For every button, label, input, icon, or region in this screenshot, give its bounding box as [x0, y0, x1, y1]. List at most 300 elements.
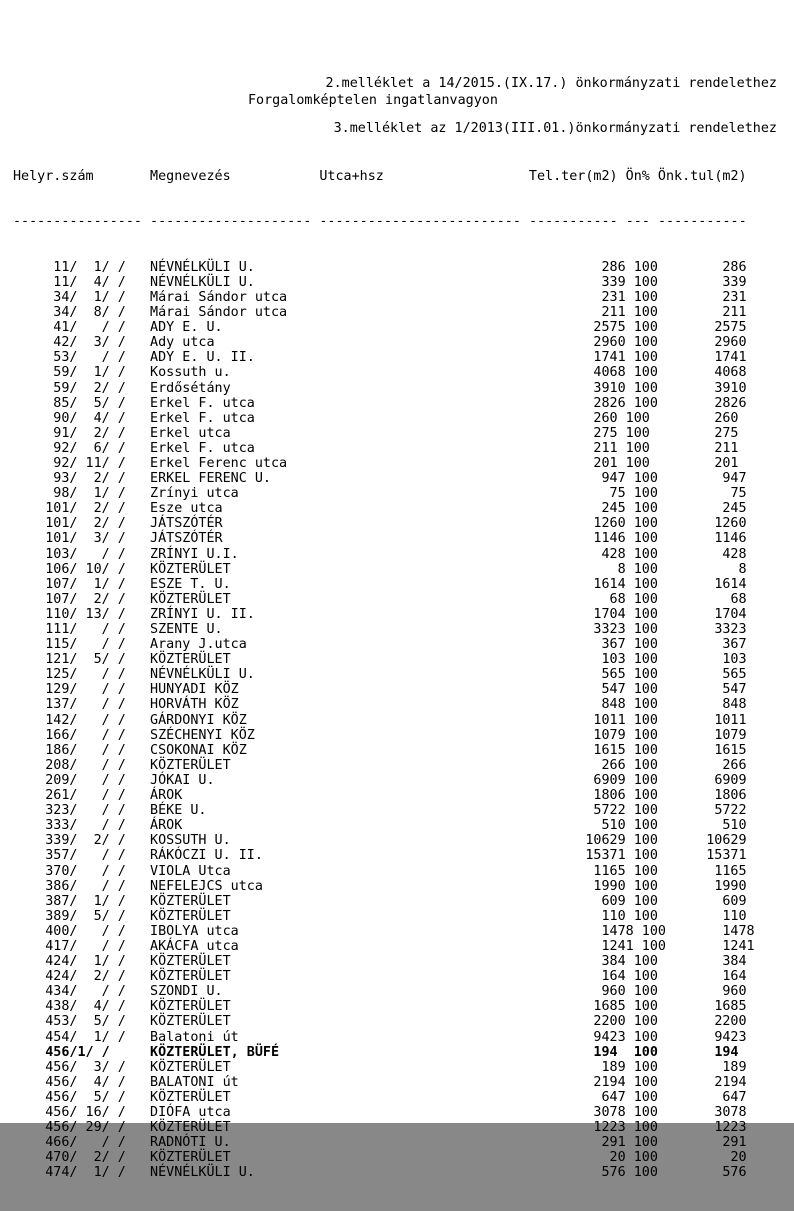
cell-on-percent: 100: [633, 1029, 658, 1045]
cell-tel-ter: 947: [601, 471, 626, 487]
cell-on-percent: 100: [633, 1044, 658, 1060]
cell-on-percent: 100: [641, 938, 666, 954]
cell-onk-tul: 231: [722, 289, 747, 305]
cell-helyr-szam: 456/1/ /: [13, 1044, 110, 1060]
cell-helyr-szam: 107/ 2/ /: [13, 591, 126, 607]
cell-tel-ter: 201: [593, 455, 618, 471]
cell-helyr-szam: 115/ / /: [13, 637, 126, 653]
cell-tel-ter: 1741: [593, 350, 626, 366]
cell-tel-ter: 245: [601, 501, 626, 517]
cell-on-percent: 100: [625, 410, 650, 426]
table-row: [13, 547, 747, 562]
table-row: [13, 275, 747, 290]
cell-onk-tul: 6909: [714, 772, 747, 788]
cell-helyr-szam: 166/ / /: [13, 727, 126, 743]
cell-megnevezes: KÖZTERÜLET: [150, 1014, 231, 1030]
cell-helyr-szam: 106/ 10/ /: [13, 561, 126, 577]
table-row: [13, 713, 747, 728]
cell-tel-ter: 291: [601, 1135, 626, 1151]
cell-megnevezes: JÁTSZÓTÉR: [150, 516, 223, 532]
table-row: [13, 365, 747, 380]
cell-megnevezes: KÖZTERÜLET: [150, 652, 231, 668]
cell-megnevezes: IBOLYA utca: [150, 923, 239, 939]
table-row: [13, 531, 747, 546]
cell-tel-ter: 3078: [593, 1105, 626, 1120]
cell-onk-tul: 211: [722, 305, 747, 321]
cell-megnevezes: SZONDI U.: [150, 984, 223, 1000]
cell-helyr-szam: 11/ 4/ /: [13, 274, 126, 290]
cell-onk-tul: 68: [730, 591, 747, 607]
cell-helyr-szam: 101/ 2/ /: [13, 516, 126, 532]
cell-on-percent: 100: [633, 1014, 658, 1030]
cell-helyr-szam: 386/ / /: [13, 878, 126, 894]
cell-tel-ter: 211: [593, 440, 618, 456]
cell-onk-tul: 1685: [714, 999, 747, 1015]
cell-on-percent: 100: [633, 1165, 658, 1181]
cell-tel-ter: 1685: [593, 999, 626, 1015]
cell-onk-tul: 4068: [714, 365, 747, 381]
cell-megnevezes: ERKEL FERENC U.: [150, 471, 271, 487]
cell-helyr-szam: 453/ 5/ /: [13, 1014, 126, 1030]
cell-helyr-szam: 456/ 29/ /: [13, 1120, 126, 1136]
cell-tel-ter: 1165: [593, 863, 626, 879]
annex-reference-line-1: 2.melléklet a 14/2015.(IX.17.) önkormányzati rendelethez: [325, 76, 777, 92]
cell-onk-tul: 1615: [714, 742, 747, 758]
cell-megnevezes: Márai Sándor utca: [150, 305, 288, 321]
table-row: [13, 637, 747, 652]
cell-megnevezes: KÖZTERÜLET: [150, 954, 231, 970]
cell-on-percent: 100: [633, 606, 658, 622]
cell-onk-tul: 275: [714, 425, 739, 441]
cell-megnevezes: NÉVNÉLKÜLI U.: [150, 667, 255, 683]
cell-megnevezes: AKÁCFA utca: [150, 938, 239, 954]
cell-onk-tul: 1165: [714, 863, 747, 879]
cell-megnevezes: KÖZTERÜLET: [150, 969, 231, 985]
cell-tel-ter: 260: [593, 410, 618, 426]
cell-megnevezes: BALATONI út: [150, 1074, 239, 1090]
cell-on-percent: 100: [633, 305, 658, 321]
cell-tel-ter: 339: [601, 274, 626, 290]
table-row: [13, 305, 747, 320]
cell-onk-tul: 8: [738, 561, 747, 577]
cell-tel-ter: 609: [601, 893, 626, 909]
cell-megnevezes: KÖZTERÜLET: [150, 893, 231, 909]
table-row: [13, 1090, 747, 1105]
cell-megnevezes: Esze utca: [150, 501, 223, 517]
cell-tel-ter: 103: [601, 652, 626, 668]
cell-onk-tul: 565: [722, 667, 747, 683]
cell-helyr-szam: 137/ / /: [13, 697, 126, 713]
cell-onk-tul: 103: [722, 652, 747, 668]
cell-onk-tul: 367: [722, 637, 747, 653]
cell-tel-ter: 848: [601, 697, 626, 713]
cell-onk-tul: 3323: [714, 622, 747, 637]
table-row: [13, 577, 747, 592]
cell-helyr-szam: 59/ 1/ /: [13, 365, 126, 381]
cell-helyr-szam: 101/ 2/ /: [13, 501, 126, 517]
table-row: [13, 622, 747, 637]
cell-onk-tul: 1741: [714, 350, 747, 366]
cell-on-percent: 100: [633, 893, 658, 909]
cell-tel-ter: 3910: [593, 380, 626, 396]
cell-onk-tul: 2826: [714, 395, 747, 411]
cell-tel-ter: 10629: [585, 833, 626, 849]
cell-helyr-szam: 424/ 2/ /: [13, 969, 126, 985]
cell-on-percent: 100: [633, 259, 658, 275]
cell-tel-ter: 2194: [593, 1074, 626, 1090]
cell-tel-ter: 275: [593, 425, 618, 441]
cell-megnevezes: KÖZTERÜLET: [150, 757, 231, 773]
table-row: [13, 260, 747, 275]
cell-tel-ter: 15371: [585, 848, 626, 864]
cell-tel-ter: 647: [601, 1089, 626, 1105]
cell-tel-ter: 1615: [593, 742, 626, 758]
cell-megnevezes: KÖZTERÜLET: [150, 561, 231, 577]
cell-on-percent: 100: [633, 652, 658, 668]
cell-tel-ter: 1241: [601, 938, 634, 954]
cell-tel-ter: 231: [601, 289, 626, 305]
table-row: [13, 562, 747, 577]
cell-megnevezes: SZÉCHENYI KÖZ: [150, 727, 255, 743]
cell-onk-tul: 609: [722, 893, 747, 909]
table-row: [13, 516, 747, 531]
cell-megnevezes: Erkel F. utca: [150, 440, 255, 456]
cell-megnevezes: ZRÍNYI U. II.: [150, 606, 255, 622]
cell-on-percent: 100: [633, 561, 658, 577]
cell-megnevezes: KÖZTERÜLET: [150, 908, 231, 924]
cell-on-percent: 100: [633, 712, 658, 728]
cell-onk-tul: 286: [722, 259, 747, 275]
cell-on-percent: 100: [633, 1135, 658, 1151]
cell-tel-ter: 68: [609, 591, 626, 607]
table-row: [13, 501, 747, 516]
cell-megnevezes: ADY E. U. II.: [150, 350, 255, 366]
cell-megnevezes: Márai Sándor utca: [150, 289, 288, 305]
cell-tel-ter: 286: [601, 259, 626, 275]
cell-helyr-szam: 456/ 5/ /: [13, 1089, 126, 1105]
cell-onk-tul: 3078: [714, 1105, 747, 1120]
table-row: [13, 864, 747, 879]
cell-tel-ter: 6909: [593, 772, 626, 788]
table-row: [13, 954, 747, 969]
column-header-megnevezes: Megnevezés: [150, 169, 231, 185]
cell-helyr-szam: 186/ / /: [13, 742, 126, 758]
cell-megnevezes: DIÓFA utca: [150, 1105, 231, 1120]
cell-megnevezes: HORVÁTH KÖZ: [150, 697, 239, 713]
cell-onk-tul: 947: [722, 471, 747, 487]
cell-tel-ter: 367: [601, 637, 626, 653]
cell-helyr-szam: 107/ 1/ /: [13, 576, 126, 592]
cell-onk-tul: 1241: [722, 938, 755, 954]
cell-onk-tul: 15371: [706, 848, 747, 864]
cell-on-percent: 100: [633, 818, 658, 834]
cell-megnevezes: RADNÓTI U.: [150, 1135, 231, 1151]
cell-tel-ter: 211: [601, 305, 626, 321]
cell-on-percent: 100: [633, 486, 658, 502]
cell-helyr-szam: 103/ / /: [13, 546, 126, 562]
cell-tel-ter: 2575: [593, 320, 626, 336]
cell-tel-ter: 2826: [593, 395, 626, 411]
cell-megnevezes: Ady utca: [150, 335, 215, 351]
cell-onk-tul: 1079: [714, 727, 747, 743]
cell-helyr-szam: 456/ 3/ /: [13, 1059, 126, 1075]
cell-on-percent: 100: [633, 395, 658, 411]
cell-megnevezes: Balatoni út: [150, 1029, 239, 1045]
cell-megnevezes: KÖZTERÜLET: [150, 1089, 231, 1105]
cell-on-percent: 100: [633, 365, 658, 381]
table-row: [13, 682, 747, 697]
table-separator: ---------------- -------------------- ------------------------- ----------- --- -----------: [13, 214, 747, 230]
cell-helyr-szam: 121/ 5/ /: [13, 652, 126, 668]
table-row: [13, 396, 747, 411]
table-row: [13, 350, 747, 365]
cell-onk-tul: 1704: [714, 606, 747, 622]
cell-tel-ter: 547: [601, 682, 626, 698]
cell-megnevezes: KÖZTERÜLET: [150, 1059, 231, 1075]
cell-tel-ter: 4068: [593, 365, 626, 381]
cell-megnevezes: ESZE T. U.: [150, 576, 231, 592]
cell-on-percent: 100: [633, 516, 658, 532]
cell-on-percent: 100: [633, 1150, 658, 1166]
table-row: [13, 290, 747, 305]
cell-tel-ter: 3323: [593, 622, 626, 637]
table-row: [13, 909, 747, 924]
cell-megnevezes: KÖZTERÜLET: [150, 999, 231, 1015]
cell-on-percent: 100: [633, 682, 658, 698]
cell-on-percent: 100: [633, 576, 658, 592]
cell-tel-ter: 960: [601, 984, 626, 1000]
cell-tel-ter: 510: [601, 818, 626, 834]
cell-megnevezes: ÁROK: [150, 818, 183, 834]
cell-tel-ter: 194: [593, 1044, 618, 1060]
cell-tel-ter: 189: [601, 1059, 626, 1075]
cell-tel-ter: 2960: [593, 335, 626, 351]
cell-helyr-szam: 92/ 11/ /: [13, 455, 126, 471]
cell-onk-tul: 189: [722, 1059, 747, 1075]
table-row: [13, 923, 755, 939]
cell-on-percent: 100: [633, 335, 658, 351]
cell-tel-ter: 8: [617, 561, 626, 577]
cell-helyr-szam: 34/ 8/ /: [13, 305, 126, 321]
cell-helyr-szam: 208/ / /: [13, 757, 126, 773]
cell-megnevezes: Zrínyi utca: [150, 486, 239, 502]
table-row: [13, 894, 747, 909]
cell-onk-tul: 1260: [714, 516, 747, 532]
cell-helyr-szam: 470/ 2/ /: [13, 1150, 126, 1166]
cell-on-percent: 100: [633, 591, 658, 607]
cell-megnevezes: CSOKONAI KÖZ: [150, 742, 247, 758]
cell-helyr-szam: 101/ 3/ /: [13, 531, 126, 547]
cell-tel-ter: 1704: [593, 606, 626, 622]
cell-tel-ter: 20: [609, 1150, 626, 1166]
table-row: [13, 1165, 747, 1180]
cell-tel-ter: 1806: [593, 788, 626, 804]
cell-helyr-szam: 129/ / /: [13, 682, 126, 698]
cell-on-percent: 100: [625, 455, 650, 471]
cell-helyr-szam: 34/ 1/ /: [13, 289, 126, 305]
cell-onk-tul: 260: [714, 410, 739, 426]
cell-helyr-szam: 438/ 4/ /: [13, 999, 126, 1015]
table-row: [13, 938, 755, 954]
cell-onk-tul: 848: [722, 697, 747, 713]
cell-onk-tul: 110: [722, 908, 747, 924]
cell-on-percent: 100: [633, 757, 658, 773]
cell-megnevezes: SZENTE U.: [150, 622, 223, 637]
cell-onk-tul: 576: [722, 1165, 747, 1181]
cell-on-percent: 100: [633, 289, 658, 305]
cell-tel-ter: 75: [609, 486, 626, 502]
column-header-onk-tul: Önk.tul(m2): [657, 169, 747, 185]
cell-onk-tul: 647: [722, 1089, 747, 1105]
table-row: [13, 969, 747, 984]
cell-megnevezes: Erkel F. utca: [150, 395, 255, 411]
cell-megnevezes: NÉVNÉLKÜLI U.: [150, 1165, 255, 1181]
cell-megnevezes: HUNYADI KÖZ: [150, 682, 239, 698]
table-header-row: [13, 169, 747, 184]
cell-on-percent: 100: [633, 954, 658, 970]
cell-helyr-szam: 333/ / /: [13, 818, 126, 834]
annex-reference-line-2: 3.melléklet az 1/2013(III.01.)önkormányzati rendelethez: [333, 121, 777, 137]
cell-tel-ter: 1146: [593, 531, 626, 547]
cell-helyr-szam: 454/ 1/ /: [13, 1029, 126, 1045]
cell-on-percent: 100: [633, 772, 658, 788]
cell-on-percent: 100: [633, 984, 658, 1000]
table-row: [13, 999, 747, 1014]
cell-helyr-szam: 142/ / /: [13, 712, 126, 728]
cell-onk-tul: 1614: [714, 576, 747, 592]
table-row: [13, 758, 747, 773]
table-row: [13, 818, 747, 833]
table-row: [13, 1075, 747, 1090]
cell-tel-ter: 2200: [593, 1014, 626, 1030]
cell-on-percent: 100: [633, 380, 658, 396]
table-row: [13, 1135, 747, 1150]
table-row: [13, 1014, 747, 1029]
cell-onk-tul: 1806: [714, 788, 747, 804]
cell-helyr-szam: 339/ 2/ /: [13, 833, 126, 849]
cell-onk-tul: 10629: [706, 833, 747, 849]
cell-megnevezes: NÉVNÉLKÜLI U.: [150, 274, 255, 290]
table-body: [13, 259, 755, 1181]
cell-on-percent: 100: [633, 667, 658, 683]
cell-onk-tul: 9423: [714, 1029, 747, 1045]
cell-onk-tul: 1990: [714, 878, 747, 894]
cell-megnevezes: ÁROK: [150, 788, 183, 804]
table-row: [13, 411, 747, 426]
table-row: [13, 652, 747, 667]
cell-tel-ter: 1260: [593, 516, 626, 532]
cell-on-percent: 100: [633, 908, 658, 924]
cell-helyr-szam: 41/ / /: [13, 320, 126, 336]
table-row: [13, 441, 747, 456]
table-row: [13, 879, 747, 894]
cell-on-percent: 100: [633, 742, 658, 758]
cell-tel-ter: 1079: [593, 727, 626, 743]
cell-on-percent: 100: [633, 1120, 658, 1136]
cell-megnevezes: BÉKE U.: [150, 803, 207, 819]
cell-helyr-szam: 110/ 13/ /: [13, 606, 126, 622]
cell-onk-tul: 291: [722, 1135, 747, 1151]
cell-megnevezes: RÁKÓCZI U. II.: [150, 848, 263, 864]
cell-helyr-szam: 456/ 16/ /: [13, 1105, 126, 1120]
cell-onk-tul: 339: [722, 274, 747, 290]
table-row: [13, 471, 747, 486]
cell-megnevezes: KÖZTERÜLET: [150, 591, 231, 607]
table-row: [13, 743, 747, 758]
cell-megnevezes: KÖZTERÜLET, BÜFÉ: [150, 1044, 280, 1060]
table-row: [13, 1120, 747, 1135]
table-row: [13, 607, 747, 622]
cell-helyr-szam: 474/ 1/ /: [13, 1165, 126, 1181]
cell-helyr-szam: 434/ / /: [13, 984, 126, 1000]
cell-on-percent: 100: [633, 833, 658, 849]
cell-tel-ter: 1614: [593, 576, 626, 592]
cell-helyr-szam: 323/ / /: [13, 803, 126, 819]
cell-helyr-szam: 209/ / /: [13, 772, 126, 788]
cell-helyr-szam: 424/ 1/ /: [13, 954, 126, 970]
cell-tel-ter: 428: [601, 546, 626, 562]
cell-helyr-szam: 400/ / /: [13, 923, 126, 939]
cell-megnevezes: Erkel utca: [150, 425, 231, 441]
cell-megnevezes: ADY E. U.: [150, 320, 223, 336]
cell-on-percent: 100: [633, 501, 658, 517]
table-row: [13, 1150, 747, 1165]
cell-onk-tul: 5722: [714, 803, 747, 819]
document-title: Forgalomképtelen ingatlanvagyon: [248, 93, 498, 108]
cell-tel-ter: 1478: [601, 923, 634, 939]
cell-onk-tul: 2194: [714, 1074, 747, 1090]
table-row: [13, 803, 747, 818]
cell-on-percent: 100: [633, 697, 658, 713]
table-row: [13, 1045, 747, 1060]
cell-on-percent: 100: [633, 1089, 658, 1105]
cell-tel-ter: 565: [601, 667, 626, 683]
cell-tel-ter: 384: [601, 954, 626, 970]
cell-helyr-szam: 92/ 6/ /: [13, 440, 126, 456]
table-row: [13, 833, 747, 848]
cell-onk-tul: 201: [714, 455, 739, 471]
cell-onk-tul: 266: [722, 757, 747, 773]
column-header-utca-hsz: Utca+hsz: [319, 169, 384, 185]
table-row: [13, 381, 747, 396]
table-row: [13, 773, 747, 788]
cell-megnevezes: Erkel F. utca: [150, 410, 255, 426]
cell-onk-tul: 20: [730, 1150, 747, 1166]
cell-megnevezes: Kossuth u.: [150, 365, 231, 381]
column-header-helyr-szam: Helyr.szám: [13, 169, 94, 185]
cell-tel-ter: 1223: [593, 1120, 626, 1136]
cell-on-percent: 100: [641, 923, 666, 939]
cell-on-percent: 100: [633, 727, 658, 743]
cell-helyr-szam: 53/ / /: [13, 350, 126, 366]
cell-onk-tul: 384: [722, 954, 747, 970]
cell-megnevezes: Erkel Ferenc utca: [150, 455, 288, 471]
cell-on-percent: 100: [633, 999, 658, 1015]
table-row: [13, 848, 747, 863]
cell-on-percent: 100: [633, 878, 658, 894]
property-table: [13, 139, 755, 1211]
column-header-tel-ter: Tel.ter(m2): [528, 169, 618, 185]
cell-onk-tul: 1146: [714, 531, 747, 547]
cell-megnevezes: VIOLA Utca: [150, 863, 231, 879]
cell-helyr-szam: 125/ / /: [13, 667, 126, 683]
cell-helyr-szam: 370/ / /: [13, 863, 126, 879]
table-row: [13, 426, 747, 441]
cell-onk-tul: 510: [722, 818, 747, 834]
table-row: [13, 788, 747, 803]
cell-on-percent: 100: [633, 803, 658, 819]
cell-on-percent: 100: [633, 546, 658, 562]
